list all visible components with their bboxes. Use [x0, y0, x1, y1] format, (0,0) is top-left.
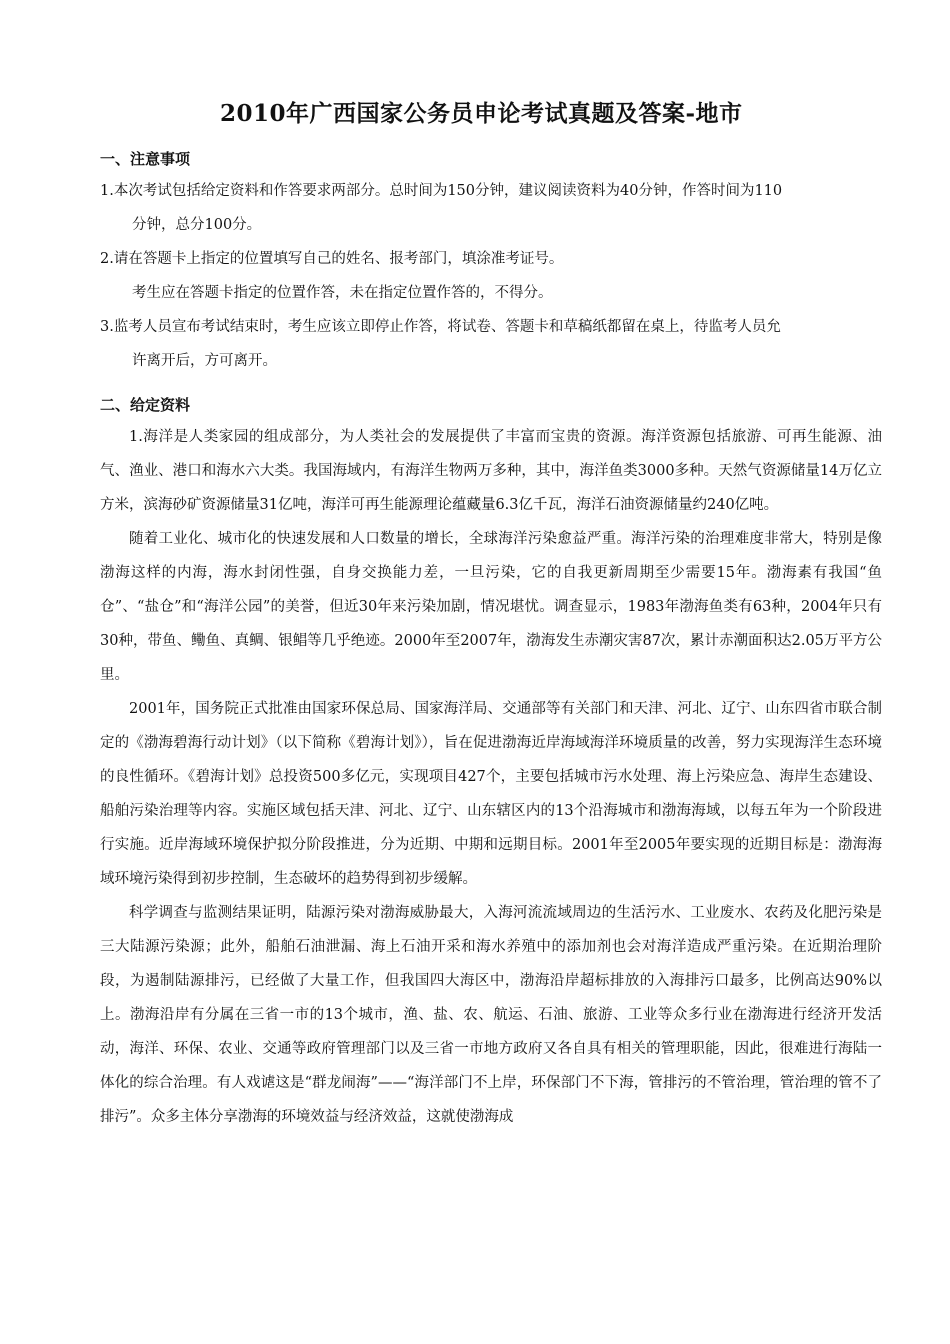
- notice-item-lead: 2.请在答题卡上指定的位置填写自己的姓名、报考部门，填涂准考证号。: [100, 251, 564, 267]
- notice-item: [100, 174, 882, 242]
- notice-item: [100, 310, 882, 378]
- material-paragraph: 科学调查与监测结果证明，陆源污染对渤海威胁最大，入海河流流域周边的生活污水、工业废水、农药及化肥污染是三大陆源污染源；此外，船舶石油泄漏、海上石油开采和海水养殖中的添加剂也会对海洋造成严重污染。在近期治理阶段，为遏制陆源排污，已经做了大量工作，但我国四大海区中，渤海沿岸超标排放的入海排污口最多，比例高达90%以上。渤海沿岸有分属在三省一市的13个城市，渔、盐、农、航运、石油、旅游、工业等众多行业在渤海进行经济开发活动，海洋、环保、农业、交通等政府管理部门以及三省一市地方政府又各自具有相关的管理职能，因此，很难进行海陆一体化的综合治理。有人戏谑这是“群龙闹海”——“海洋部门不上岸，环保部门不下海，管排污的不管治理，管治理的管不了排污”。众多主体分享渤海的环境效益与经济效益，这就使渤海成: [100, 905, 882, 1125]
- section-heading-notice: 一、注意事项: [100, 150, 191, 168]
- notice-item-continuation: 考生应在答题卡指定的位置作答，未在指定位置作答的，不得分。: [132, 285, 553, 301]
- document-page: [100, 96, 882, 1134]
- notice-item-continuation: 分钟，总分100分。: [132, 217, 262, 233]
- notice-item-continuation: 许离开后，方可离开。: [132, 353, 277, 369]
- material-paragraph: 1.海洋是人类家园的组成部分，为人类社会的发展提供了丰富而宝贵的资源。海洋资源包括旅游、可再生能源、油气、渔业、港口和海水六大类。我国海域内，有海洋生物两万多种，其中，海洋鱼类3000多种。天然气资源储量14万亿立方米，滨海砂矿资源储量31亿吨，海洋可再生能源理论蕴藏量6.3亿千瓦，海洋石油资源储量约240亿吨。: [100, 429, 882, 513]
- notice-item-lead: 1.本次考试包括给定资料和作答要求两部分。总时间为150分钟，建议阅读资料为40分钟，作答时间为110: [100, 183, 783, 199]
- notice-item: [100, 242, 882, 310]
- material-paragraph: 随着工业化、城市化的快速发展和人口数量的增长，全球海洋污染愈益严重。海洋污染的治理难度非常大，特别是像渤海这样的内海，海水封闭性强，自身交换能力差，一旦污染，它的自我更新周期至少需要15年。渤海素有我国“鱼仓”、“盐仓”和“海洋公园”的美誉，但近30年来污染加剧，情况堪忧。调查显示，1983年渤海鱼类有63种，2004年只有30种，带鱼、鳓鱼、真鲷、银鲳等几乎绝迹。2000年至2007年，渤海发生赤潮灾害87次，累计赤潮面积达2.05万平方公里。: [100, 531, 882, 683]
- material-paragraph: 2001年，国务院正式批准由国家环保总局、国家海洋局、交通部等有关部门和天津、河北、辽宁、山东四省市联合制定的《渤海碧海行动计划》（以下简称《碧海计划》），旨在促进渤海近岸海域海洋环境质量的改善，努力实现海洋生态环境的良性循环。《碧海计划》总投资500多亿元，实现项目427个，主要包括城市污水处理、海上污染应急、海岸生态建设、船舶污染治理等内容。实施区域包括天津、河北、辽宁、山东辖区内的13个沿海城市和渤海海域，以每五年为一个阶段进行实施。近岸海域环境保护拟分阶段推进，分为近期、中期和远期目标。2001年至2005年要实现的近期目标是：渤海海域环境污染得到初步控制，生态破坏的趋势得到初步缓解。: [100, 701, 882, 887]
- notice-item-lead: 3.监考人员宣布考试结束时，考生应该立即停止作答，将试卷、答题卡和草稿纸都留在桌上，待监考人员允: [100, 319, 781, 335]
- document-title: 2010年广西国家公务员申论考试真题及答案-地市: [220, 100, 743, 127]
- section-heading-materials: 二、给定资料: [100, 396, 191, 414]
- notice-list: [100, 174, 882, 378]
